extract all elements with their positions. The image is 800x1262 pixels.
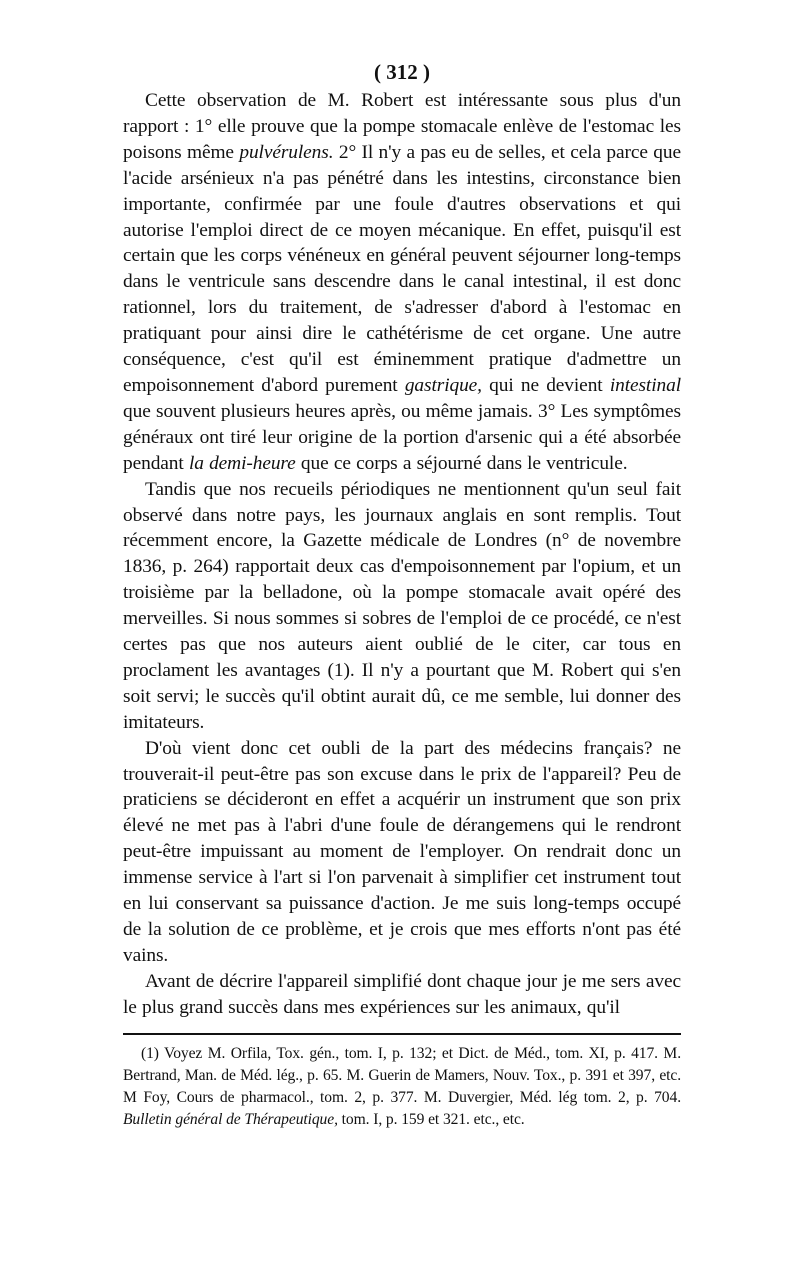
body-text [123, 88, 681, 1021]
italic-term-gastrique: gastrique, [404, 374, 482, 396]
paragraph-1-text: qui ne devient [481, 374, 610, 396]
paragraph-4 [123, 969, 681, 1021]
paragraph-4-text: Avant de décrire l'appareil simplifié dont chaque jour je me sers avec le plus grand succès dans mes expériences sur les animaux, qu'il [123, 970, 681, 1018]
paragraph-1-text: que souvent plusieurs heures après, ou même jamais. 3° Les symptômes généraux ont tiré leur origine de la portion d'arsenic qui a été absorbée pendant [123, 400, 681, 474]
paragraph-2 [123, 477, 681, 736]
footnote-1 [123, 1043, 681, 1131]
paragraph-1-text: 2° Il n'y a pas eu de selles, et cela parce que l'acide arsénieux n'a pas pénétré dans les intestins, circonstance bien importante, confirmée par une foule d'autres observations et qui autorise l'emploi direct de ce moyen mécanique. En effet, puisqu'il est certain que les corps vénéneux en général peuvent séjourner long-temps dans le ventricule sans descendre dans le canal intestinal, il est donc rationnel, lors du traitement, de s'adresser d'abord à l'estomac en pratiquant pour ainsi dire le cathétérisme de cet organe. Une autre conséquence, c'est qu'il est éminemment pratique d'admettre un empoisonnement d'abord purement [123, 141, 681, 396]
book-page [123, 60, 681, 1131]
paragraph-1 [123, 88, 681, 477]
footnote-divider [123, 1033, 681, 1035]
paragraph-2-text: Tandis que nos recueils périodiques ne mentionnent qu'un seul fait observé dans notre pays, les journaux anglais en sont remplis. Tout récemment encore, la Gazette médicale de Londres (n° de novembre 1836, p. 264) rapportait deux cas d'empoisonnement par l'opium, et un troisième par la belladone, où la pompe stomacale avait opéré des merveilles. Si nous sommes si sobres de l'emploi de ce procédé, ce n'est certes pas que nos auteurs aient oublié de le citer, car tous en proclament les avantages (1). Il n'y a pourtant que M. Robert qui s'en soit servi; le succès qu'il obtint aurait dû, ce me semble, lui donner des imitateurs. [123, 478, 681, 733]
italic-term-pulverulens: pulvérulens. [239, 141, 334, 163]
footnote-text: (1) Voyez M. Orfila, Tox. gén., tom. I, p. 132; et Dict. de Méd., tom. XI, p. 417. M. Bertrand, Man. de Méd. lég., p. 65. M. Guerin de Mamers, Nouv. Tox., p. 391 et 397, etc. M Foy, Cours de pharmacol., tom. 2, p. 377. M. Duvergier, Méd. lég tom. 2, p. 704. [123, 1044, 681, 1106]
italic-term-demi-heure: la demi-heure [188, 452, 296, 474]
paragraph-3-text: D'où vient donc cet oubli de la part des médecins français? ne trouverait-il peut-être pas son excuse dans le prix de l'appareil? Peu de praticiens se décideront en effet a acquérir un instrument que son prix élevé ne met pas à l'abri d'une foule de dérangemens qui le rendront peut-être impuissant au moment de l'employer. On rendrait donc un immense service à l'art si l'on parvenait à simplifier cet instrument tout en lui conservant sa puissance d'action. Je me suis long-temps occupé de la solution de ce problème, et je crois que mes efforts n'ont pas été vains. [123, 737, 681, 966]
paragraph-1-text: que ce corps a séjourné dans le ventricule. [295, 452, 628, 474]
page-number: ( 312 ) [374, 60, 430, 84]
footnote-italic-title: Bulletin général de Thérapeutique, [123, 1110, 338, 1128]
italic-term-intestinal: intestinal [609, 374, 681, 396]
paragraph-1-text: Cette observation de M. Robert est intéressante sous plus d'un rapport : 1° elle prouve que la pompe stomacale enlève de l'estomac les poisons même [123, 90, 681, 163]
footnote-text: tom. I, p. 159 et 321. etc., etc. [337, 1110, 525, 1128]
footnote [123, 1043, 681, 1131]
paragraph-3 [123, 736, 681, 969]
